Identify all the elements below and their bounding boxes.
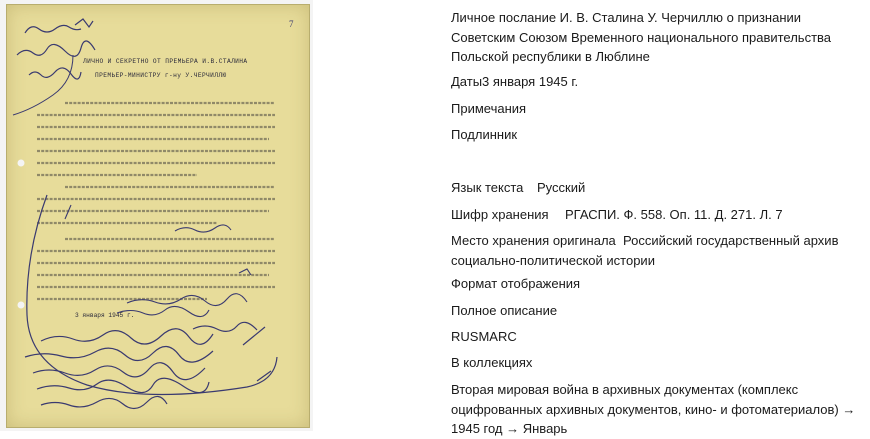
document-scan-frame xyxy=(0,0,313,431)
dates-row xyxy=(451,72,861,92)
language-value: Русский xyxy=(537,180,586,195)
full-description-link[interactable]: Полное описание xyxy=(451,303,558,318)
scan-typed-paragraph-2 xyxy=(37,239,275,299)
handwritten-note-top xyxy=(13,19,95,115)
cipher-row xyxy=(451,205,861,225)
notes-row xyxy=(451,99,861,119)
language-row xyxy=(451,178,861,198)
original-label: Подлинник xyxy=(451,127,518,142)
rusmarc-row[interactable] xyxy=(451,327,861,347)
rusmarc-link[interactable]: RUSMARC xyxy=(451,329,517,344)
scan-page-number: 7 xyxy=(289,19,294,29)
collections-label: В коллекциях xyxy=(451,355,533,370)
punch-hole xyxy=(18,302,25,309)
notes-label: Примечания xyxy=(451,101,527,116)
scan-header-line2: ПРЕМЬЕР-МИНИСТРУ г-ну У.ЧЕРЧИЛЛЮ xyxy=(95,72,227,79)
dates-label: Даты xyxy=(451,74,483,89)
storage-row xyxy=(451,231,861,270)
format-row[interactable] xyxy=(451,274,861,294)
scan-header-line1: ЛИЧНО И СЕКРЕТНО ОТ ПРЕМЬЕРА И.В.СТАЛИНА xyxy=(83,58,248,65)
collections-path-link[interactable]: Вторая мировая война в архивных документах (комплекс оцифрованных архивных документов, кино- и фотоматериалов) → 1945 год → Январь xyxy=(451,382,856,436)
collections-label-row xyxy=(451,353,861,373)
full-description-row[interactable] xyxy=(451,301,861,321)
collections-path-row[interactable] xyxy=(451,380,861,439)
storage-label: Место хранения оригинала xyxy=(451,233,616,248)
language-label: Язык текста xyxy=(451,180,524,195)
scan-drawing xyxy=(7,5,309,427)
document-title: Личное послание И. В. Сталина У. Черчиллю о признании Советским Союзом Временного национального правительства Польской республики в Люблине xyxy=(451,10,832,64)
handwritten-annotation-bottom xyxy=(25,195,277,409)
cipher-label: Шифр хранения xyxy=(451,207,549,222)
scan-typed-paragraph-1 xyxy=(37,103,275,223)
original-row xyxy=(451,125,861,145)
document-scan-image[interactable] xyxy=(6,4,310,428)
cipher-value: РГАСПИ. Ф. 558. Оп. 11. Д. 271. Л. 7 xyxy=(565,207,783,222)
document-title-row xyxy=(451,8,861,67)
format-link[interactable]: Формат отображения xyxy=(451,276,581,291)
scan-date-line: 3 января 1945 г. xyxy=(75,312,135,319)
dates-value: 3 января 1945 г. xyxy=(482,74,579,89)
storage-value: Российский государственный архив социально-политической истории xyxy=(451,233,839,268)
punch-hole xyxy=(18,160,25,167)
